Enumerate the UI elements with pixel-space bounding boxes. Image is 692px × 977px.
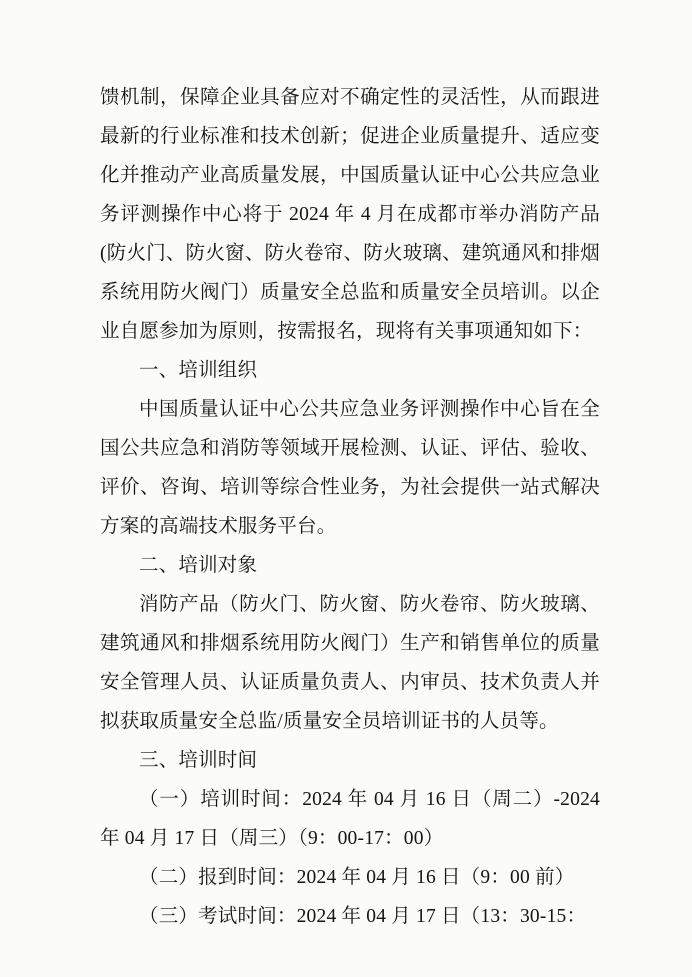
paragraph-training-audience: 消防产品（防火门、防火窗、防火卷帘、防火玻璃、建筑通风和排烟系统用防火阀门）生产和销售单位的质量安全管理人员、认证质量负责人、内审员、技术负责人并拟获取质量安全总监/质量安全员培训证书的人员等。: [100, 594, 600, 732]
paragraph-training-schedule: （一）培训时间：2024 年 04 月 16 日（周二）-2024 年 04 月 17 日（周三）（9：00-17：00）: [100, 789, 606, 849]
paragraph-opening: 馈机制，保障企业具备应对不确定性的灵活性，从而跟进最新的行业标准和技术创新；促进企业质量提升、适应变化并推动产业高质量发展，中国质量认证中心公共应急业务评测操作中心将于 2024 年 4 月在成都市举办消防产品(防火门、防火窗、防火卷帘、防火玻璃、建筑通风和排烟系统用防火阀门）质量安全总监和质量安全员培训。以企业自愿参加为原则，按需报名，现将有关事项通知如下：: [100, 87, 600, 342]
section-heading-training-organization: 一、培训组织: [139, 360, 258, 381]
paragraph-exam-time: （三）考试时间：2024 年 04 月 17 日（13：30-15：: [139, 906, 587, 927]
paragraph-training-organization: 中国质量认证中心公共应急业务评测操作中心旨在全国公共应急和消防等领域开展检测、认证、评估、验收、评价、咨询、培训等综合性业务，为社会提供一站式解决方案的高端技术服务平台。: [100, 399, 600, 537]
document-body: [100, 78, 606, 936]
paragraph-registration-time: （二）报到时间：2024 年 04 月 16 日（9：00 前）: [139, 867, 575, 888]
section-heading-training-time: 三、培训时间: [139, 750, 258, 771]
section-heading-training-audience: 二、培训对象: [139, 555, 258, 576]
